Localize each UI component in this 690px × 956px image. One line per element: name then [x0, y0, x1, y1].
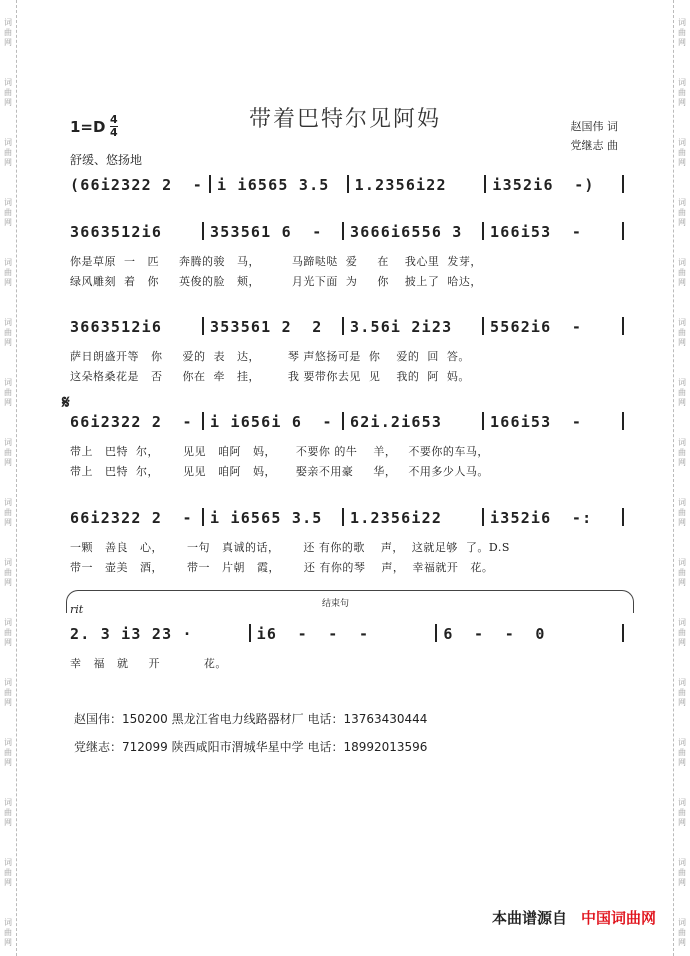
- margin-watermark: 词曲网: [4, 558, 12, 587]
- measure: 1.2356i22: [354, 176, 447, 194]
- barline: [347, 175, 349, 193]
- margin-watermark: 词曲网: [678, 78, 686, 107]
- barline: [482, 412, 484, 430]
- barline: [209, 175, 211, 193]
- margin-watermark: 词曲网: [678, 738, 686, 767]
- margin-watermark: 词曲网: [4, 618, 12, 647]
- margin-watermark: 词曲网: [678, 558, 686, 587]
- margin-watermark: 词曲网: [4, 918, 12, 947]
- measure: i i6565 3.5: [217, 176, 330, 194]
- measure: 5562i6 -: [490, 318, 583, 336]
- staff-line: [70, 222, 630, 292]
- margin-watermark: 词曲网: [678, 438, 686, 467]
- note-row: [70, 222, 630, 242]
- segno-sign: 𝄋: [62, 392, 70, 413]
- staff-line: [70, 412, 630, 482]
- margin-watermark: 词曲网: [678, 378, 686, 407]
- staff-line: [70, 317, 630, 387]
- staff-line: [70, 508, 630, 578]
- margin-watermark: 词曲网: [678, 138, 686, 167]
- margin-watermark: 词曲网: [4, 798, 12, 827]
- barline: [342, 222, 344, 240]
- margin-watermark: 词曲网: [678, 318, 686, 347]
- measure: 66i2322 2 -: [70, 413, 193, 431]
- song-title: 带着巴特尔见阿妈: [248, 107, 441, 132]
- margin-watermark: 词曲网: [678, 678, 686, 707]
- lyric-line: 萨日朗盛开等 你 爱的 表 达， 琴 声悠扬可是 你 爱的 回 答。: [70, 350, 470, 363]
- measure: 3666i6556 3: [350, 223, 463, 241]
- margin-watermark: 词曲网: [678, 258, 686, 287]
- contact-composer: 党继志：712099 陕西咸阳市渭城华星中学 电话：18992013596: [74, 740, 428, 754]
- barline: [484, 175, 486, 193]
- margin-watermark: 词曲网: [4, 78, 12, 107]
- measure: 2. 3 i3 23 ·: [70, 625, 193, 643]
- barline: [342, 508, 344, 526]
- margin-watermark: 词曲网: [4, 738, 12, 767]
- margin-watermark: 词曲网: [4, 498, 12, 527]
- barline: [435, 624, 437, 642]
- margin-watermark: 词曲网: [678, 198, 686, 227]
- note-row: [70, 508, 630, 528]
- measure: 353561 2 2: [210, 318, 323, 336]
- measure: i i656i 6 -: [210, 413, 333, 431]
- lyric-line: 带上 巴特 尔， 见见 咱阿 妈， 娶亲不用豪 华， 不用多少人马。: [70, 465, 489, 478]
- source-credit: [492, 907, 656, 928]
- margin-watermark: 词曲网: [4, 258, 12, 287]
- margin-watermark: 词曲网: [678, 618, 686, 647]
- barline: [202, 222, 204, 240]
- lyric-line: 带一 壶美 酒， 带一 片朝 霞， 还 有你的琴 声， 幸福就开 花。: [70, 561, 494, 574]
- barline: [342, 317, 344, 335]
- barline: [202, 508, 204, 526]
- staff-line: [70, 175, 630, 195]
- barline: [622, 624, 624, 642]
- margin-watermark: 词曲网: [678, 498, 686, 527]
- barline: [202, 317, 204, 335]
- staff-line: [70, 624, 630, 674]
- lyric-line: 带上 巴特 尔， 见见 咱阿 妈， 不要你 的牛 羊， 不要你的车马，: [70, 445, 489, 458]
- barline: [622, 222, 624, 240]
- margin-watermark: 词曲网: [4, 138, 12, 167]
- lyric-line: 幸 福 就 开 花。: [70, 657, 227, 670]
- source-prefix: 本曲谱源自: [491, 909, 567, 927]
- key-signature: 1=D: [70, 118, 106, 136]
- barline: [622, 508, 624, 526]
- lyricist-credit: 赵国伟 词: [570, 120, 618, 133]
- measure: i i6565 3.5: [210, 509, 323, 527]
- note-row: [70, 412, 630, 432]
- measure: i352i6 -:: [490, 509, 593, 527]
- tempo-marking: 舒缓、悠扬地: [70, 153, 143, 167]
- barline: [482, 222, 484, 240]
- measure: 62i.2i653: [350, 413, 443, 431]
- measure: 3.56i 2i23: [350, 318, 453, 336]
- measure: 3663512i6: [70, 318, 163, 336]
- measure: i352i6 -): [492, 176, 595, 194]
- barline: [249, 624, 251, 642]
- measure: i6 - - -: [256, 625, 370, 643]
- margin-watermark: 词曲网: [678, 18, 686, 47]
- barline: [622, 317, 624, 335]
- ending-frame: [66, 590, 634, 613]
- measure: (66i2322 2 -: [70, 176, 203, 194]
- barline: [202, 412, 204, 430]
- margin-watermark: 词曲网: [678, 798, 686, 827]
- margin-watermark: 词曲网: [4, 18, 12, 47]
- margin-watermark: 词曲网: [4, 678, 12, 707]
- barline: [622, 175, 624, 193]
- measure: 66i2322 2 -: [70, 509, 193, 527]
- lyric-line: 这朵格桑花是 否 你在 牵 挂， 我 要带你去见 见 我的 阿 妈。: [70, 370, 470, 383]
- time-signature: 4 4: [110, 113, 118, 139]
- measure: 166i53 -: [490, 223, 583, 241]
- composer-credit: 党继志 曲: [570, 139, 618, 152]
- lyric-line: 你是草原 一 匹 奔腾的骏 马， 马蹄哒哒 爱 在 我心里 发芽，: [70, 255, 482, 268]
- margin-watermark: 词曲网: [4, 198, 12, 227]
- barline: [482, 317, 484, 335]
- note-row: [70, 175, 630, 195]
- measure: 1.2356i22: [350, 509, 443, 527]
- coda-label: 结束句: [322, 599, 350, 609]
- barline: [342, 412, 344, 430]
- measure: 353561 6 -: [210, 223, 323, 241]
- measure: 3663512i6: [70, 223, 163, 241]
- measure: 166i53 -: [490, 413, 583, 431]
- measure: 6 - - 0: [443, 625, 546, 643]
- barline: [622, 412, 624, 430]
- left-margin: [0, 0, 17, 956]
- rit-marking: rit: [70, 603, 84, 616]
- margin-watermark: 词曲网: [4, 318, 12, 347]
- source-site-link[interactable]: 中国词曲网: [580, 909, 656, 927]
- barline: [482, 508, 484, 526]
- note-row: [70, 624, 630, 644]
- right-margin: [673, 0, 690, 956]
- credits: [571, 117, 619, 155]
- margin-watermark: 词曲网: [4, 858, 12, 887]
- lyric-line: 绿风雕刻 着 你 英俊的脸 颊， 月光下面 为 你 披上了 哈达，: [70, 275, 482, 288]
- margin-watermark: 词曲网: [678, 858, 686, 887]
- note-row: [70, 317, 630, 337]
- contact-lyricist: 赵国伟：150200 黑龙江省电力线路器材厂 电话：13763430444: [74, 712, 428, 726]
- margin-watermark: 词曲网: [678, 918, 686, 947]
- margin-watermark: 词曲网: [4, 438, 12, 467]
- lyric-line: 一颗 善良 心， 一句 真诚的话， 还 有你的歌 声， 这就足够 了。D.S: [70, 541, 510, 554]
- margin-watermark: 词曲网: [4, 378, 12, 407]
